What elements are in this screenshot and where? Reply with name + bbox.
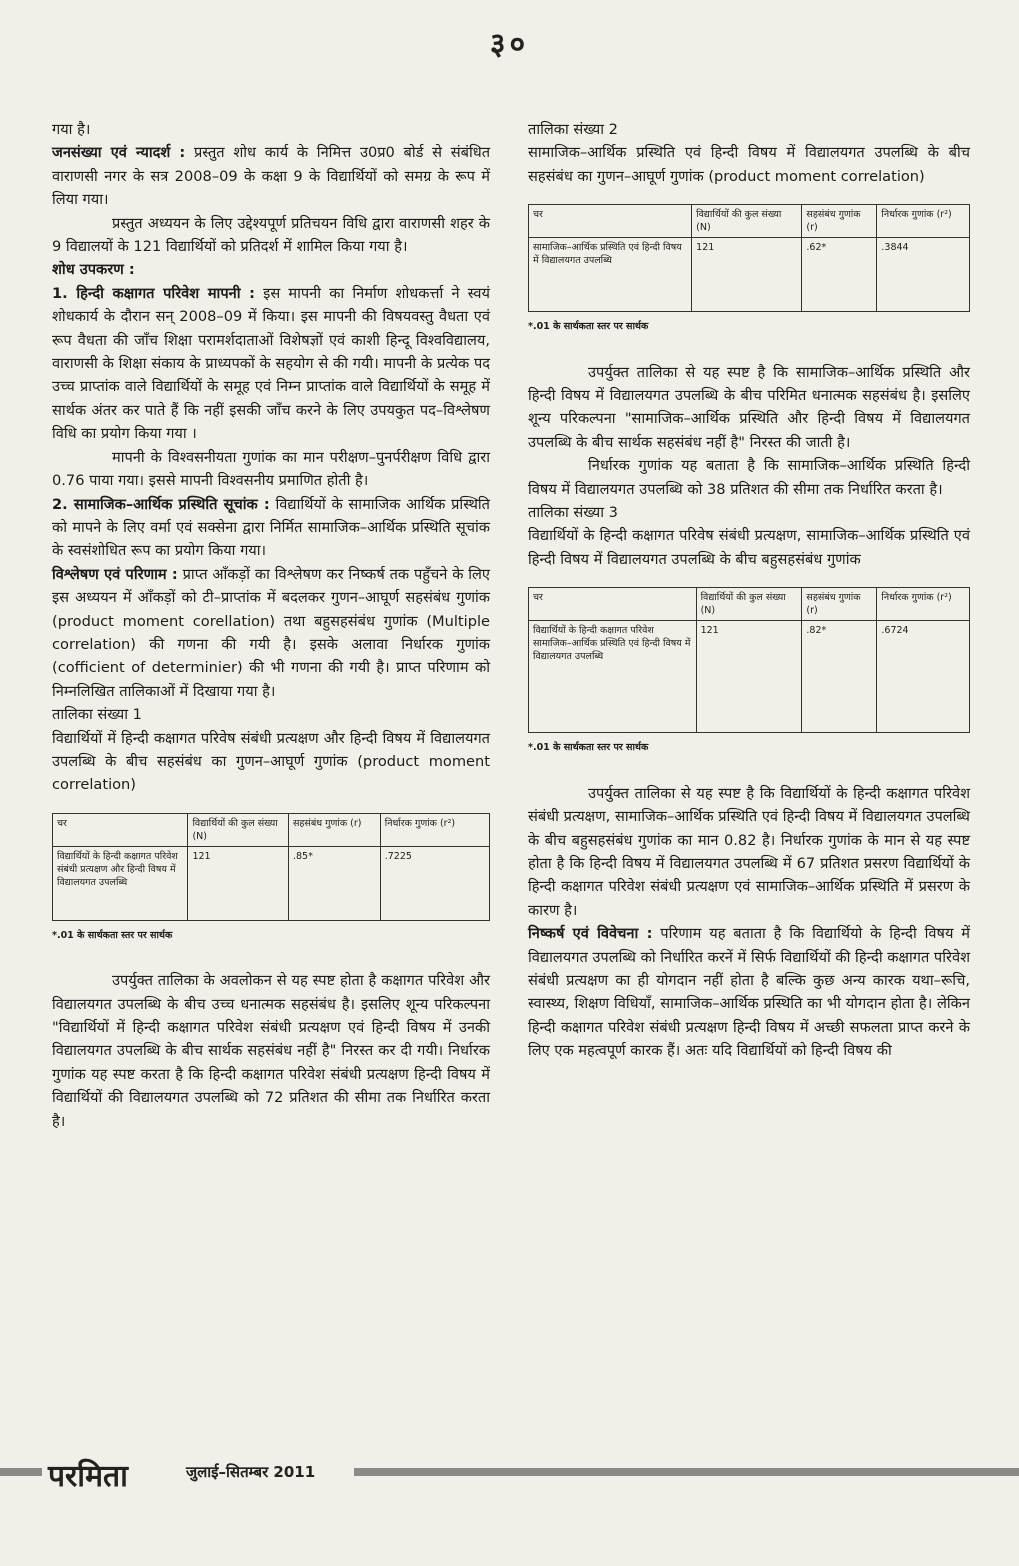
table-row bbox=[529, 238, 970, 312]
table-cell: विद्यार्थियों के हिन्दी कक्षागत परिवेश संबंधी प्रत्यक्षण और हिन्दी विषय में विद्यालयगत उपलब्धि bbox=[53, 846, 188, 920]
table-title: तालिका संख्या 1 bbox=[52, 706, 142, 724]
paragraph: उपर्युक्त तालिका से यह स्पष्ट है कि सामाजिक–आर्थिक प्रस्थिति और हिन्दी विषय में विद्यालयगत उपलब्धि के बीच परिमित धनात्मक सहसंबंध है। इसलिए शून्य परिकल्पना "सामाजिक–आर्थिक प्रस्थिति और हिन्दी विषय में विद्यालयगत उपलब्धि के बीच सार्थक सहसंबंध नहीं है" निरस्त की जाती है। bbox=[528, 363, 970, 451]
table-caption: विद्यार्थियों के हिन्दी कक्षागत परिवेष संबंधी प्रत्यक्षण, सामाजिक–आर्थिक प्रस्थिति एवं हिन्दी विषय में विद्यालयगत उपलब्धि के बीच बहुसहसंबंध गुणांक bbox=[528, 527, 970, 568]
table-header-row bbox=[529, 588, 970, 621]
paragraph-text: परिणाम यह बताता है कि विद्यार्थियो के हिन्दी विषय में विद्यालयगत उपलब्धि को निर्धारित करनें में सिर्फ विद्यार्थियों की हिन्दी कक्षागत परिवेश संबंधी प्रत्यक्षण का ही योगदान नहीं होता है बल्कि कुछ अन्य कारक यथा–रूचि, स्वास्थ्य, शिक्षण विधियाँ, सामाजिक–आर्थिक प्रस्थिति का भी योगदान होता है। लेकिन हिन्दी कक्षागत परिवेश संबंधी प्रत्यक्षण हिन्दी विषय में अच्छी सफलता प्राप्त करने के लिए एक महत्वपूर्ण कारक हैं। अतः यदि विद्यार्थियों को हिन्दी विषय की bbox=[528, 925, 971, 1060]
table-header-row bbox=[529, 205, 970, 238]
page-number: ३० bbox=[489, 27, 530, 62]
table-title: तालिका संख्या 2 bbox=[528, 121, 618, 138]
paragraph: उपर्युक्त तालिका के अवलोकन से यह स्पष्ट होता है कक्षागत परिवेश और विद्यालयगत उपलब्धि के बीच उच्च धनात्मक सहसंबंध है। इसलिए शून्य परिकल्पना "विद्यार्थियों में हिन्दी कक्षागत परिवेश संबंधी प्रत्यक्षण एवं हिन्दी विषय में उनकी विद्यालयगत उपलब्धि के बीच सार्थक सहसंबंध नहीं है" निरस्त कर दी गयी। निर्धारक गुणांक यह स्पष्ट करता है कि हिन्दी कक्षागत परिवेश संबंधी प्रत्यक्षण हिन्दी विषय में विद्यार्थियों की विद्यालयगत उपलब्धि को 72 प्रतिशत की सीमा तक निर्धारित करता है। bbox=[52, 972, 490, 1130]
paragraph: निर्धारक गुणांक यह बताता है कि सामाजिक–आर्थिक प्रस्थिति हिन्दी विषय में विद्यालयगत उपलब्धि को 38 प्रतिशत की सीमा तक निर्धारित करता है। bbox=[528, 457, 970, 498]
paragraph bbox=[52, 282, 490, 446]
footer bbox=[0, 1458, 1019, 1498]
section-heading: विश्लेषण एवं परिणाम : bbox=[52, 565, 178, 583]
data-table-2 bbox=[528, 204, 970, 312]
table-note: *.01 के सार्थकता स्तर पर सार्थक bbox=[528, 321, 649, 333]
table-cell: .62* bbox=[802, 238, 877, 312]
footer-rule bbox=[0, 1468, 42, 1476]
table-row bbox=[529, 621, 970, 733]
paragraph-text: प्राप्त आँकड़ों का विश्लेषण कर निष्कर्ष तक पहुँचने के लिए इस अध्ययन में आँकड़ों को टी–प्राप्तांक में बदलकर गुणन–आघूर्ण सहसंबंध गुणांक (product moment corellation) तथा बहुसहसंबंध गुणांक (Multiple correlation) की गणना की गयी है। इसके अलावा निर्धारक गुणांक (cofficient of determinier) की भी गणना की गयी है। प्राप्त परिणाम को निम्नलिखित तालिकाओं में दिखाया गया है। bbox=[52, 565, 491, 700]
paragraph-text: प्रस्तुत शोध कार्य के निमित्त उ0प्र0 बोर्ड से संबंधित वाराणसी नगर के सत्र 2008–09 के कक्षा 9 के विद्यार्थियों को समग्र के रूप में लिया गया। bbox=[52, 144, 491, 209]
table-header-cell: विद्यार्थियों की कुल संख्या (N) bbox=[696, 588, 802, 621]
table-header-cell: सहसंबंध गुणांक (r) bbox=[288, 813, 380, 846]
paragraph: मापनी के विश्वसनीयता गुणांक का मान परीक्षण–पुनर्परीक्षण विधि द्वारा 0.76 पाया गया। इससे मापनी विश्वसनीय प्रमाणित होती है। bbox=[52, 448, 490, 490]
table-header-cell: चर bbox=[529, 205, 692, 238]
table-cell: विद्यार्थियों के हिन्दी कक्षागत परिवेश सामाजिक–आर्थिक प्रस्थिति एवं हिन्दी विषय में विद्यालयगत उपलब्धि bbox=[529, 621, 697, 733]
paragraph bbox=[52, 141, 490, 211]
table-note: *.01 के सार्थकता स्तर पर सार्थक bbox=[52, 929, 173, 941]
section-heading: 1. हिन्दी कक्षागत परिवेश मापनी : bbox=[52, 284, 255, 302]
table-header-row bbox=[53, 813, 490, 846]
table-cell: .3844 bbox=[877, 238, 970, 312]
journal-logo: परमिता bbox=[48, 1459, 128, 1494]
table-cell: .7225 bbox=[380, 846, 489, 920]
paragraph: गया है। bbox=[52, 121, 91, 138]
table-cell: 121 bbox=[692, 238, 802, 312]
table-cell: 121 bbox=[696, 621, 802, 733]
data-table-3 bbox=[528, 587, 970, 733]
section-heading: जनसंख्या एवं न्यादर्श : bbox=[52, 144, 186, 162]
table-header-cell: निर्धारक गुणांक (r²) bbox=[877, 205, 970, 238]
table-note: *.01 के सार्थकता स्तर पर सार्थक bbox=[528, 742, 649, 754]
issue-label: जुलाई–सितम्बर 2011 bbox=[186, 1463, 316, 1481]
table-row bbox=[53, 846, 490, 920]
table-cell: .6724 bbox=[877, 621, 970, 733]
paragraph-text: विद्यार्थियों के सामाजिक आर्थिक प्रस्थिति को मापने के लिए वर्मा एवं सक्सेना द्वारा निर्मित सामाजिक–आर्थिक प्रस्थिति सूचांक के स्वसंशोधित रूप का प्रयोग किया गया। bbox=[52, 495, 491, 560]
paragraph: प्रस्तुत अध्ययन के लिए उद्देश्यपूर्ण प्रतिचयन विधि द्वारा वाराणसी शहर के 9 विद्यालयों के 121 विद्यार्थियों को प्रतिदर्श में शामिल किया गया है। bbox=[52, 214, 490, 256]
table-header-cell: निर्धारक गुणांक (r²) bbox=[877, 588, 970, 621]
table-title: तालिका संख्या 3 bbox=[528, 504, 618, 522]
table-header-cell: चर bbox=[53, 813, 188, 846]
paragraph-text: इस मापनी का निर्माण शोधकर्त्ता ने स्वयं शोधकार्य के दौरान सन् 2008–09 में किया। इस मापनी की विषयवस्तु वैधता एवं रूप वैधता की जाँच शिक्षा परामर्शदाताओं विशेषज्ञों एवं काशी हिन्दू विश्वविद्यालय, वाराणसी के शिक्षा संकाय के प्राध्यपकों के सहयोग से की गयी। मापनी के प्रत्येक पद उच्च प्राप्तांक वाले विद्यार्थियों के समूह एवं निम्न प्राप्तांक वाले विद्यार्थियों के समूह में सार्थक अंतर कर पाते हैं कि नहीं इसकी जाँच करने के लिए उपयकुत पद–विश्लेषण विधि का प्रयोग किया गया । bbox=[52, 284, 490, 443]
paragraph bbox=[528, 922, 970, 1062]
data-table-1 bbox=[52, 813, 490, 921]
right-column bbox=[528, 118, 970, 1063]
paragraph bbox=[52, 563, 490, 703]
paragraph bbox=[52, 493, 490, 563]
section-heading: शोध उपकरण : bbox=[52, 261, 135, 279]
table-cell: 121 bbox=[188, 846, 289, 920]
table-cell: सामाजिक–आर्थिक प्रस्थिति एवं हिन्दी विषय में विद्यालयगत उपलब्धि bbox=[529, 238, 692, 312]
left-column bbox=[52, 118, 490, 1133]
footer-rule bbox=[354, 1468, 1019, 1476]
table-header-cell: सहसंबंध गुणांक (r) bbox=[802, 588, 877, 621]
table-caption: विद्यार्थियों में हिन्दी कक्षागत परिवेष संबंधी प्रत्यक्षण और हिन्दी विषय में विद्यालयगत उपलब्धि के बीच सहसंबंध का गुणन–आघूर्ण गुणांक (product moment correlation) bbox=[52, 729, 490, 794]
section-heading: 2. सामाजिक–आर्थिक प्रस्थिति सूचांक : bbox=[52, 495, 270, 513]
table-header-cell: विद्यार्थियों की कुल संख्या (N) bbox=[188, 813, 289, 846]
table-header-cell: निर्धारक गुणांक (r²) bbox=[380, 813, 489, 846]
table-cell: .82* bbox=[802, 621, 877, 733]
table-header-cell: चर bbox=[529, 588, 697, 621]
table-header-cell: विद्यार्थियों की कुल संख्या (N) bbox=[692, 205, 802, 238]
table-cell: .85* bbox=[288, 846, 380, 920]
section-heading: निष्कर्ष एवं विवेचना : bbox=[528, 925, 653, 943]
table-caption: सामाजिक–आर्थिक प्रस्थिति एवं हिन्दी विषय में विद्यालयगत उपलब्धि के बीच सहसंबंध का गुणन–आघूर्ण गुणांक (product moment correlation) bbox=[528, 144, 970, 185]
paragraph: उपर्युक्त तालिका से यह स्पष्ट है कि विद्यार्थियों के हिन्दी कक्षागत परिवेश संबंधी प्रत्यक्षण, सामाजिक–आर्थिक प्रस्थिति एवं हिन्दी विषय में विद्यालयगत उपलब्धि के बीच बहुसहसंबंध गुणांक का मान 0.82 है। निर्धारक गुणांक के मान से यह स्पष्ट होता है कि हिन्दी विषय में विद्यालयगत उपलब्धि में 67 प्रतिशत प्रसरण विद्यार्थियों के हिन्दी कक्षागत परिवेश संबंधी प्रत्यक्षण एवं सामाजिक–आर्थिक प्रस्थिति में प्रसरण के कारण है। bbox=[528, 784, 970, 919]
table-header-cell: सहसंबंध गुणांक (r) bbox=[802, 205, 877, 238]
